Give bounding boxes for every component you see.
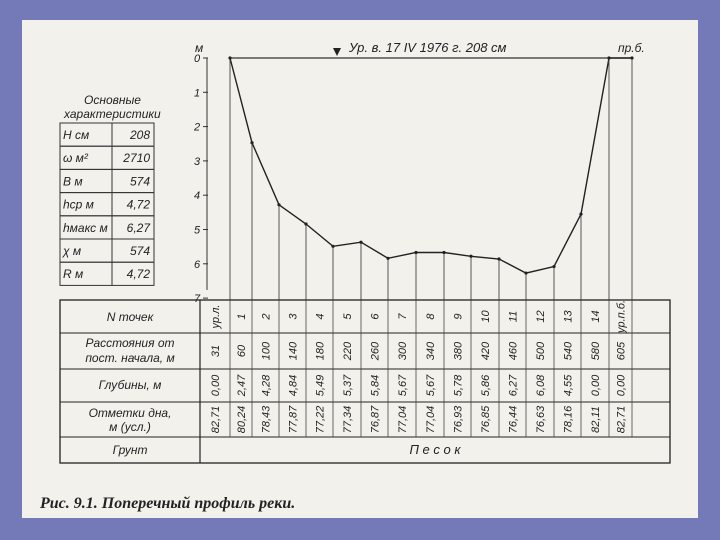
depth-tick-label: 0 [194, 53, 201, 65]
point-number-cell: 4 [314, 313, 327, 320]
survey-table [60, 300, 670, 463]
distance-cell: 340 [425, 341, 437, 361]
row-label-soil: Грунт [112, 443, 148, 457]
row-label-bottom-marks-line2: м (усл.) [109, 420, 151, 434]
right-bank-label: пр.б. [618, 41, 645, 55]
water-level-note: Ур. в. 17 IV 1976 г. 208 см [349, 40, 507, 55]
axis-unit-label: м [195, 41, 204, 55]
bottom-mark-cell: 77,87 [287, 405, 300, 434]
distance-cell: 140 [287, 341, 300, 361]
bottom-mark-cell: 76,63 [535, 405, 547, 434]
depth-cell: 0,00 [615, 374, 628, 397]
sounding-point [331, 245, 334, 248]
depth-cell: 6,27 [507, 374, 520, 397]
sounding-point [228, 56, 231, 59]
bottom-mark-cell: 82,11 [590, 406, 602, 433]
row-label-bottom-marks-line1: Отметки дна, [88, 406, 172, 420]
characteristics-title-line2: характеристики [64, 107, 161, 121]
depth-tick-label: 1 [194, 87, 201, 100]
depth-cell: 4,28 [260, 374, 273, 397]
sounding-point [359, 241, 362, 244]
depth-cell: 6,08 [535, 374, 547, 397]
sounding-point [250, 141, 253, 144]
point-number-cell: 12 [535, 310, 547, 323]
depth-cell: 4,84 [287, 374, 300, 397]
point-number-cell: 6 [369, 313, 382, 320]
sounding-point [442, 251, 445, 254]
point-number-cell: 14 [590, 310, 602, 323]
textbook-page [22, 20, 698, 518]
depth-cell: 2,47 [236, 374, 248, 397]
point-number-cell: ур.п.б. [615, 299, 628, 334]
point-number-cell: 9 [452, 313, 465, 320]
distance-cell: 605 [615, 341, 628, 361]
distance-cell: 420 [480, 341, 492, 361]
distance-cell: 220 [342, 341, 354, 361]
point-number-cell: 11 [507, 310, 520, 323]
distance-cell: 380 [452, 341, 465, 361]
distance-cell: 100 [260, 341, 273, 361]
characteristics-title-line1: Основные [84, 93, 141, 107]
point-number-cell: 13 [562, 310, 575, 323]
depth-tick-label: 3 [194, 155, 201, 168]
bottom-mark-cell: 76,85 [480, 405, 492, 434]
riverbed-profile-line [230, 58, 632, 273]
depth-tick-label: 4 [194, 190, 201, 203]
distance-cell: 260 [369, 341, 382, 361]
depth-tick-label: 6 [194, 258, 201, 271]
sounding-point [579, 212, 582, 215]
water-level-marker-icon [333, 48, 341, 56]
sounding-point [277, 203, 280, 206]
bottom-mark-cell: 76,87 [369, 405, 382, 434]
point-number-cell: ур.л. [210, 304, 222, 329]
bottom-mark-cell: 78,16 [562, 405, 575, 434]
sounding-point [552, 265, 555, 268]
sounding-point [469, 255, 472, 258]
depth-axis [193, 53, 208, 305]
bottom-mark-cell: 78,43 [260, 405, 273, 434]
characteristics-table [60, 123, 154, 285]
point-number-cell: 5 [342, 313, 354, 320]
sounding-point [386, 257, 389, 260]
char-value: 574 [129, 244, 150, 258]
profile-plot [228, 56, 633, 300]
distance-cell: 460 [507, 341, 520, 361]
bottom-mark-cell: 80,24 [236, 405, 248, 434]
depth-cell: 5,86 [480, 374, 492, 397]
depth-cell: 4,55 [562, 374, 575, 397]
depth-cell: 0,00 [590, 374, 602, 397]
row-label-points: N точек [106, 310, 154, 324]
sounding-point [304, 222, 307, 225]
row-label-distances-line2: пост. начала, м [85, 351, 175, 365]
depth-cell: 5,78 [452, 374, 465, 397]
depth-tick-label: 2 [194, 121, 201, 134]
distance-cell: 580 [590, 341, 602, 361]
char-value: 574 [129, 174, 150, 189]
point-number-cell: 2 [260, 313, 273, 320]
sounding-point [497, 257, 500, 260]
char-label: hмакс м [63, 220, 108, 235]
char-label: χ м [63, 244, 82, 258]
distance-cell: 60 [236, 344, 248, 358]
depth-tick-label: 5 [194, 224, 201, 237]
depth-cell: 5,84 [369, 374, 382, 397]
bottom-mark-cell: 76,93 [452, 405, 465, 434]
bottom-mark-cell: 76,44 [507, 405, 520, 434]
row-label-distances-line1: Расстояния от [85, 336, 175, 350]
point-number-cell: 3 [287, 313, 300, 320]
char-value: 6,27 [126, 220, 150, 235]
bottom-mark-cell: 77,22 [314, 405, 327, 434]
distance-cell: 31 [210, 344, 222, 358]
distance-cell: 500 [535, 341, 547, 361]
depth-cell: 5,49 [314, 374, 327, 397]
depth-tick-label: 7 [194, 293, 201, 306]
char-value: 4,72 [126, 267, 150, 282]
char-label: hср м [63, 197, 94, 212]
distance-cell: 540 [562, 341, 575, 361]
point-number-cell: 7 [397, 313, 409, 320]
point-number-cell: 1 [236, 313, 248, 320]
depth-cell: 5,37 [342, 374, 354, 397]
sounding-point [607, 56, 610, 59]
bottom-mark-cell: 82,71 [615, 405, 628, 434]
distance-cell: 300 [397, 341, 409, 361]
bottom-mark-cell: 82,71 [210, 405, 222, 434]
bottom-mark-cell: 77,04 [425, 405, 437, 434]
point-number-cell: 8 [425, 313, 437, 320]
figure-caption: Рис. 9.1. Поперечный профиль реки. [40, 495, 296, 512]
bottom-mark-cell: 77,04 [397, 405, 409, 434]
sounding-point [414, 251, 417, 254]
point-number-cell: 10 [480, 310, 492, 323]
char-label: R м [63, 267, 84, 282]
depth-cell: 5,67 [397, 374, 409, 397]
sounding-point [630, 56, 633, 59]
depth-cell: 5,67 [425, 374, 437, 397]
soil-value: П е с о к [409, 442, 461, 457]
sounding-point [524, 271, 527, 274]
bottom-mark-cell: 77,34 [342, 405, 354, 434]
char-value: 2710 [123, 151, 150, 166]
cross-section-figure [22, 20, 698, 518]
char-label: H см [63, 128, 90, 142]
depth-cell: 0,00 [210, 374, 222, 397]
distance-cell: 180 [314, 341, 327, 361]
char-value: 208 [129, 128, 150, 142]
row-label-depths: Глубины, м [98, 378, 162, 392]
char-value: 4,72 [126, 197, 150, 212]
char-label: ω м² [63, 151, 88, 166]
char-label: B м [63, 174, 83, 189]
